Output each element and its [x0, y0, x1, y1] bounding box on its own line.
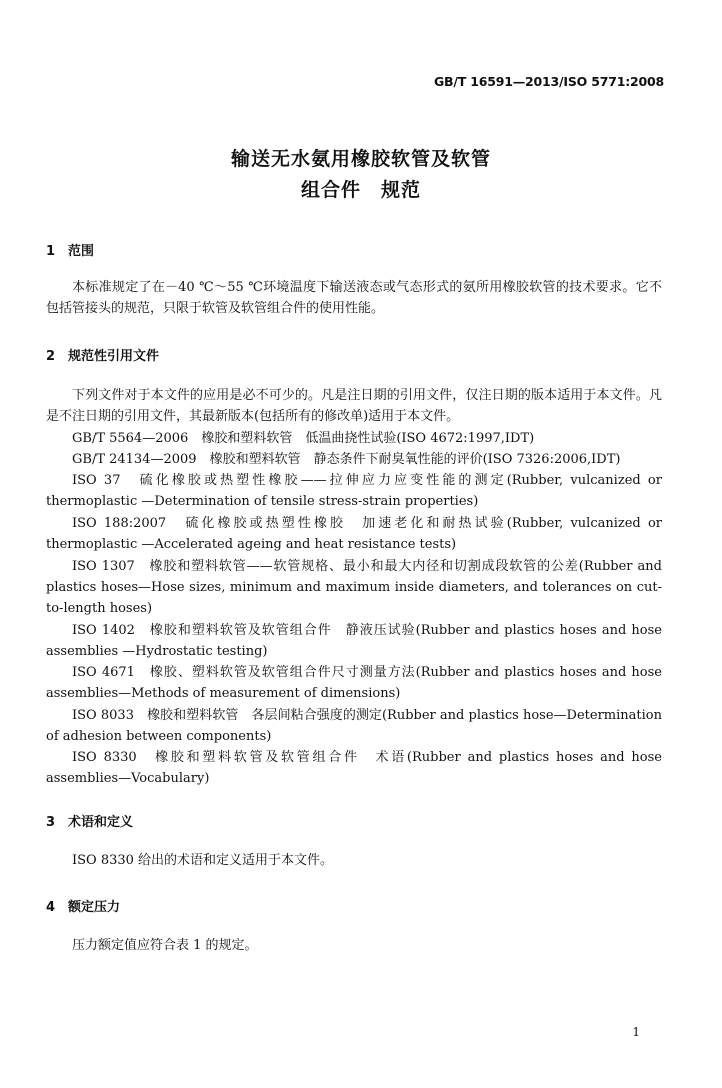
- reference-item: [46, 513, 662, 555]
- section-1-paragraph: 本标准规定了在－40 ℃～55 ℃环境温度下输送液态或气态形式的氨所用橡胶软管的技术要求。它不包括管接头的规范，只限于软管及软管组合件的使用性能。: [46, 280, 662, 316]
- reference-item: [46, 747, 662, 789]
- page-number: 1: [632, 1025, 640, 1039]
- reference-code: ISO 1307: [72, 559, 135, 574]
- section-3-heading: [46, 811, 133, 830]
- reference-item: [46, 556, 662, 619]
- section-title: 额定压力: [68, 900, 121, 915]
- reference-code: ISO 1402: [72, 623, 135, 638]
- reference-code: ISO 8330: [72, 750, 137, 765]
- reference-code: GB/T 5564—2006: [72, 431, 189, 446]
- reference-title: 橡胶、塑料软管及软管组合件尺寸测量方法(Rubber and plastics hoses and hose assemblies—Methods of measurement of dimensions): [46, 665, 662, 701]
- reference-title: 橡胶和塑料软管 静态条件下耐臭氧性能的评价(ISO 7326:2006,IDT): [209, 452, 621, 467]
- reference-item: [46, 620, 662, 662]
- reference-item: [46, 428, 662, 449]
- reference-title: 橡胶和塑料软管 各层间粘合强度的测定(Rubber and plastics hose—Determination of adhesion between components): [46, 708, 662, 744]
- reference-title: 硫化橡胶或热塑性橡胶——拉伸应力应变性能的测定(Rubber, vulcanized or thermoplastic —Determination of tensile stress-strain properties): [46, 473, 662, 509]
- section-number: 2: [46, 349, 56, 364]
- section-number: 3: [46, 815, 56, 830]
- section-title: 范围: [68, 244, 95, 259]
- document-title-line-1: 输送无水氨用橡胶软管及软管: [230, 148, 491, 170]
- document-title-line-2: 组合件 规范: [300, 179, 421, 201]
- reference-title: 硫化橡胶或热塑性橡胶 加速老化和耐热试验(Rubber, vulcanized or thermoplastic —Accelerated ageing and heat resistance tests): [46, 516, 662, 552]
- reference-item: [46, 449, 662, 470]
- section-3-paragraph: ISO 8330 给出的术语和定义适用于本文件。: [72, 853, 334, 868]
- reference-item: [46, 662, 662, 704]
- reference-code: ISO 37: [72, 473, 121, 488]
- reference-code: ISO 4671: [72, 665, 135, 680]
- section-title: 规范性引用文件: [68, 349, 160, 364]
- section-4-heading: [46, 896, 120, 915]
- reference-title: 橡胶和塑料软管——软管规格、最小和最大内径和切割成段软管的公差(Rubber and plastics hoses—Hose sizes, minimum and maximum inside diameters, and tolerances on cut-to-length hoses): [46, 559, 662, 616]
- reference-code: GB/T 24134—2009: [72, 452, 197, 467]
- section-4-paragraph: 压力额定值应符合表 1 的规定。: [72, 938, 258, 953]
- section-number: 1: [46, 244, 56, 259]
- reference-title: 橡胶和塑料软管及软管组合件 静液压试验(Rubber and plastics hoses and hose assemblies —Hydrostatic testing): [46, 623, 662, 659]
- reference-title: 橡胶和塑料软管及软管组合件 术语(Rubber and plastics hoses and hose assemblies—Vocabulary): [46, 750, 662, 786]
- section-number: 4: [46, 900, 56, 915]
- standard-code: GB/T 16591—2013/ISO 5771:2008: [434, 74, 664, 89]
- section-title: 术语和定义: [68, 815, 134, 830]
- reference-code: ISO 8033: [72, 708, 134, 723]
- reference-item: [46, 705, 662, 747]
- section-1-heading: [46, 240, 94, 259]
- reference-title: 橡胶和塑料软管 低温曲挠性试验(ISO 4672:1997,IDT): [201, 431, 535, 446]
- section-2-intro: 下列文件对于本文件的应用是必不可少的。凡是注日期的引用文件，仅注日期的版本适用于本文件。凡是不注日期的引用文件，其最新版本(包括所有的修改单)适用于本文件。: [46, 388, 662, 424]
- section-2-heading: [46, 345, 159, 364]
- reference-code: ISO 188:2007: [72, 516, 167, 531]
- reference-item: [46, 470, 662, 512]
